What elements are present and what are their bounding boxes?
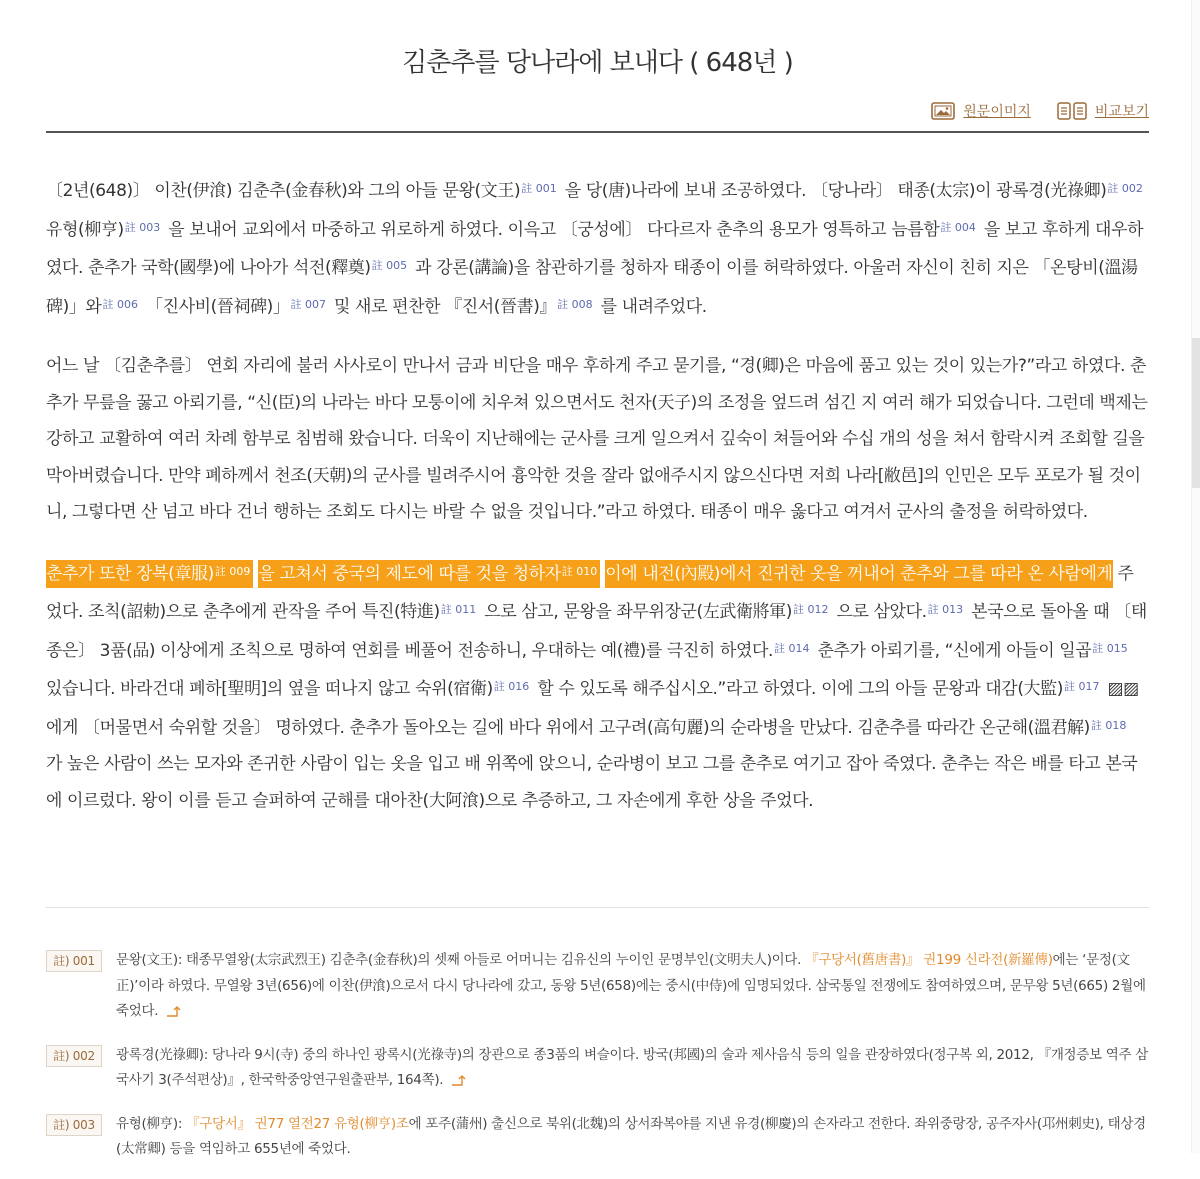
text-span: 을 고쳐서 중국의 제도에 따를 것을 청하자 [258,563,561,584]
paragraph-3 [46,554,1149,820]
footnote-link[interactable]: 註 010 [561,564,598,578]
back-arrow-icon[interactable] [451,1070,469,1096]
source-link[interactable]: 『구당서(舊唐書)』 권199 신라전(新羅傳) [805,952,1053,968]
footnote-text [116,1112,1149,1163]
footnote-link[interactable]: 註 007 [290,297,327,311]
text-span: 유형(柳亨) [46,219,124,240]
footnote-link[interactable]: 註 014 [774,641,810,655]
original-image-label: 원문이미지 [963,104,1031,120]
footnote-link[interactable]: 註 008 [557,297,593,311]
text-span: 과 강론(講論)을 참관하기를 청하자 태종이 이를 허락하였다. 아울러 자신이 친히 지은 「온탕비(溫湯碑)」와 [46,258,1138,317]
footnote-link[interactable]: 註 018 [1090,718,1127,732]
toolbar [931,101,1149,121]
footnote-link[interactable]: 註 016 [493,680,530,693]
footnote-link[interactable]: 註 001 [521,182,557,195]
text-span: 주었다. 조칙(詔勅)으로 춘추에게 관작을 주어 특진(特進) [46,563,1134,622]
page-title: 김춘추를 당나라에 보내다 ( 648년 ) [402,48,793,78]
footnote-link[interactable]: 註 003 [124,220,161,234]
footnote-link[interactable]: 註 004 [940,220,976,234]
text-span: 있습니다. 바라건대 폐하[聖明]의 옆을 떠나지 않고 숙위(宿衛) [46,679,493,699]
footnote-link[interactable]: 註 002 [1107,182,1143,195]
footnote-link[interactable]: 註 017 [1064,680,1100,693]
text-span: 〔2년(648)〕 이찬(伊湌) 김춘추(金春秋)와 그의 아들 문왕(文王) [46,181,521,201]
text-span: 으로 삼았다. [831,602,927,622]
scrollbar-thumb[interactable] [1192,338,1200,488]
text-span: 춘추가 아뢰기를, “신에게 아들이 일곱 [812,640,1092,661]
text-span: 할 수 있도록 해주십시오.”라고 하였다. 이에 그의 아들 문왕과 대감(大監) [532,679,1063,699]
text-span: 를 내려주었다. [595,296,707,317]
text-span: 을 보내어 교외에서 마중하고 위로하게 하였다. 이윽고 〔궁성에〕 다다르자 춘추의 용모가 영특하고 늠름함 [163,219,940,240]
scrollbar[interactable] [1191,0,1200,1153]
text-span: 본국으로 돌아올 때 〔태종은〕 3품(品) 이상에게 조칙으로 명하여 연회를 베풀어 전송하니, 우대하는 예(禮)를 극진히 하였다. [46,602,1147,661]
text-span: 을 보고 후하게 대우하였다. 춘추가 국학(國學)에 나아가 석전(釋奠) [46,219,1144,278]
compare-icon [1057,102,1087,120]
footnote-tag: 註) 001 [46,950,102,972]
footnote-link[interactable]: 註 006 [102,297,138,311]
footnote-item [46,1043,1149,1096]
article-body [46,171,1149,842]
back-arrow-icon[interactable] [166,1001,184,1027]
text-span: 광록경(光祿卿): 당나라 9시(寺) 중의 하나인 광록시(光祿寺)의 장관으로 종3품의 벼슬이다. 방국(邦國)의 술과 제사음식 등의 일을 관장하였다(정구복 외, 2012, 『개정증보 역주 삼국사기 3(주석편상)』, 한국학중앙연구원출판부, 164쪽). [116,1046,1148,1088]
image-icon [931,102,955,120]
footnote-link[interactable]: 註 015 [1092,641,1128,655]
text-span: 춘추가 또한 장복(章服) [46,563,214,584]
footnote-text [116,1043,1149,1096]
footnote-link[interactable]: 註 012 [792,603,829,616]
original-image-button[interactable] [931,101,1031,121]
source-link[interactable]: 『구당서』 권77 열전27 유형(柳亨)조 [186,1115,409,1132]
compare-button[interactable] [1057,101,1149,121]
text-span: 유형(柳亨): [116,1115,187,1132]
text-span: 에는 ‘문정(文正)’이라 하였다. 무열왕 3년(656)에 이찬(伊湌)으로서 다시 당나라에 갔고, 동왕 5년(658)에는 중시(中侍)에 임명되었다. 삼국통일 전쟁에도 참여하였으며, 문무왕 5년(665) 2월에 죽었다. [116,952,1146,1019]
text-span: 으로 삼고, 문왕을 좌무위장군(左武衛將軍) [479,602,792,622]
paragraph-2: 어느 날 〔김춘추를〕 연회 자리에 불러 사사로이 만나서 금과 비단을 매우 후하게 주고 묻기를, “경(卿)은 마음에 품고 있는 것이 있는가?”라고 하였다. 춘추가 무릎을 꿇고 아뢰기를, “신(臣)의 나라는 바다 모퉁이에 치우쳐 있으면서도 천자(天子)의 조정을 엎드려 섬긴 지 여러 해가 되었습니다. 그런데 백제는 강하고 교활하여 여러 차례 함부로 침범해 왔습니다. 더욱이 지난해에는 군사를 크게 일으켜서 깊숙이 쳐들어와 수십 개의 성을 쳐서 함락시켜 조회할 길을 막아버렸습니다. 만약 폐하께서 천조(天朝)의 군사를 빌려주시어 흉악한 것을 잘라 없애주시지 않으신다면 저희 나라[敝邑]의 인민은 모두 포로가 될 것이니, 그렇다면 산 넘고 바다 건너 행하는 조회도 다시는 바랄 수 없을 것입니다.”라고 하였다. 태종이 매우 옳다고 여겨서 군사의 출정을 허락하였다. [46,356,1148,522]
text-span: 문왕(文王): 태종무열왕(太宗武烈王) 김춘추(金春秋)의 셋째 아들로 어머니는 김유신의 누이인 문명부인(文明夫人)이다. [116,952,806,968]
compare-label: 비교보기 [1094,104,1149,120]
footnote-link[interactable]: 註 013 [927,603,964,616]
notes-divider [46,907,1149,908]
paragraph-1 [46,171,1149,325]
highlighted-text [258,560,600,588]
footnote-tag: 註) 003 [46,1114,102,1136]
highlighted-text [46,560,253,588]
highlighted-text: 이에 내전(內殿)에서 진귀한 옷을 꺼내어 춘추와 그를 따라 온 사람에게 [605,560,1112,588]
footnote-link[interactable]: 註 011 [440,603,477,616]
footnote-item [46,948,1149,1027]
text-span: 을 당(唐)나라에 보내 조공하였다. 〔당나라〕 태종(太宗)이 광록경(光祿卿) [559,181,1107,201]
footnote-item [46,1112,1149,1163]
footnotes-list [46,948,1149,1179]
text-span: 에 포주(蒲州) 출신으로 북위(北魏)의 상서좌복야를 지낸 유경(柳慶)의 손자라고 전한다. 좌위중랑장, 공주자사(邛州刺史), 태상경(太常卿) 등을 역임하고 655년에 죽었다. [116,1115,1146,1157]
text-span: ▨▨에게 〔머물면서 숙위할 것을〕 명하였다. 춘추가 돌아오는 길에 바다 위에서 고구려(高句麗)의 순라병을 만났다. 김춘추를 따라간 온군해(溫君解) [46,679,1139,738]
footnote-tag: 註) 002 [46,1045,102,1067]
footnote-text [116,948,1149,1027]
footnote-link[interactable]: 註 009 [214,564,251,578]
text-span: 「진사비(晉祠碑)」 [140,296,290,317]
footnote-link[interactable]: 註 005 [371,259,408,272]
title-divider [46,131,1149,133]
text-span: 및 새로 편찬한 『진서(晉書)』 [329,296,557,317]
text-span: 가 높은 사람이 쓰는 모자와 존귀한 사람이 입는 옷을 입고 배 위쪽에 앉으니, 순라병이 보고 그를 춘추로 여기고 잡아 죽였다. 춘추는 작은 배를 타고 본국에 이르렀다. 왕이 이를 듣고 슬퍼하여 군해를 대아찬(大阿湌)으로 추증하고, 그 자손에게 후한 상을 주었다. [46,754,1138,811]
